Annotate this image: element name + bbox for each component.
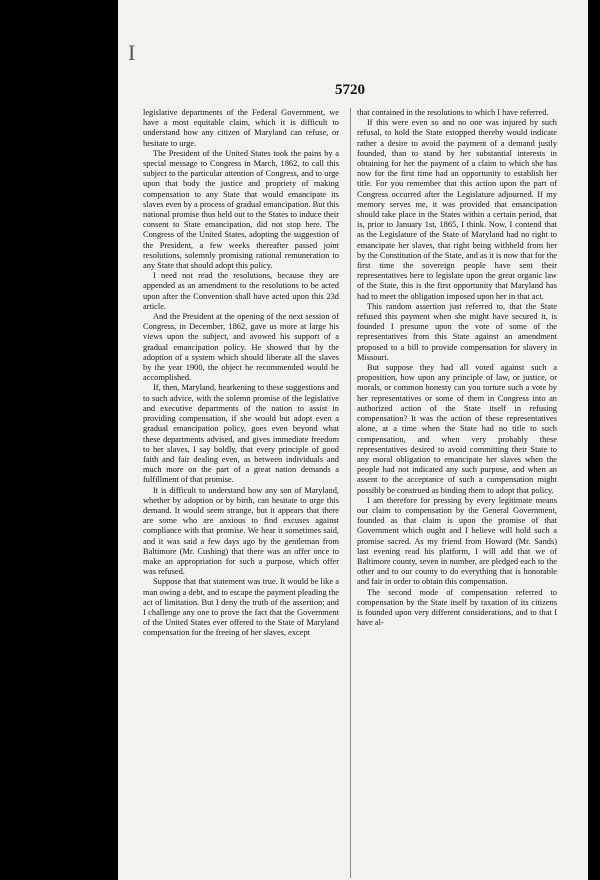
- paragraph: The second mode of compensation referred to compensation by the State itself by taxation of its citizens is founded upon very different considerations, and to that I have al-: [357, 587, 557, 628]
- paragraph: And the President at the opening of the next session of Congress, in December, 1862, gave us more at large his views upon the subject, and avowed his support of a gradual emancipation policy. He showed that by the adoption of a system which should liberate all the slaves by the year 1900, the object he recommended would be accomplished.: [143, 312, 339, 383]
- paragraph: This random assertion just referred to, that the State refused this payment when she might have secured it, is founded I presume upon the vote of some of the representatives from this State against an amendment proposed to a bill to provide compensation for slavery in Missouri.: [357, 301, 557, 362]
- paragraph: The President of the United States took the pains by a special message to Congress in March, 1862, to call this subject to the particular attention of Congress, and to urge upon that body the justice and propriety of making compensation to any State that would emancipate its slaves even by a process of gradual emancipation. But this national promise thus held out to the States to induce their consent to State emancipation, did not stop here. The Congress of the United States, adopting the suggestion of the President, a few weeks thereafter passed joint resolutions, solemnly promising rational remuneration to any State that should adopt this policy.: [143, 148, 339, 271]
- paragraph: I need not read the resolutions, because they are appended as an amendment to the resolutions to be acted upon after the Convention shall have acted upon this 23d article.: [143, 271, 339, 311]
- paragraph: If this were even so and no one was injured by such refusal, to hold the State estopped thereby would indicate rather a desire to avoid the payment of a demand justly founded, than to stand by her substantial interests in obtaining for her the payment of a claim to which she has now for the first time had an opportunity to establish her title. For you remember that this action upon the part of Congress occurred after the Legislature adjourned. If my memory serves me, it was provided that emancipation should take place in the States within a certain period, that is, prior to January 1st, 1865, I think. Now, I contend that as the Legislature of the State of Maryland had no right to emancipate her slaves, that right being withheld from her by the Constitution of the State, and as it is now that for the first time the sovereign people have sent their representatives here to legislate upon the great organic law of the State, this is the first opportunity that Maryland has had to meet the obligation imposed upon her in that act.: [357, 118, 557, 301]
- paragraph: Suppose that that statement was true. It would be like a man owing a debt, and to escape the payment pleading the act of limitation. But I deny the truth of the assertion; and I challenge any one to prove the fact that the Government of the United States ever offered to the State of Maryland compensation for the freeing of her slaves, except: [143, 577, 339, 638]
- paragraph: that contained in the resolutions to which I have referred.: [357, 108, 549, 117]
- paragraph: I am therefore for pressing by every legitimate means our claim to compensation by the General Government, founded as that claim is upon the promise of that Government which ought and I believe will hold such a promise sacred. As my friend from Howard (Mr. Sands) last evening read his platform, I will add that we of Baltimore county, seven in number, are pledged each to the other and to our county to do everything that is honorable and fair in order to obtain this compensation.: [357, 495, 557, 587]
- left-column: [143, 108, 339, 639]
- paragraph: But suppose they had all voted against such a proposition, how upon any principle of law, or justice, or morals, or common honesty can you torture such a vote by her representatives or some of them in Congress into an authorized action of the State itself in refusing compensation? It was the action of these representatives alone, at a time when the State had no title to such compensation, and when very probably these representatives desired to avoid committing their State to any moral obligation to emancipate her slaves when the people had not indicated any such purpose, and when an assent to the acceptance of such a compensation might possibly be construed as binding them to adopt that policy.: [357, 363, 557, 495]
- paragraph: legislative departments of the Federal Government, we have a most equitable claim, which it is difficult to understand how any citizen of Maryland can refuse, or hesitate to urge.: [143, 108, 339, 148]
- page-number: 5720: [335, 82, 365, 98]
- paragraph: It is difficult to understand how any son of Maryland, whether by adoption or by birth, can hesitate to urge this demand. It would seem strange, but it appears that there are some who are anxious to find excuses against compliance with that promise. We hear it sometimes said, and it was said a few days ago by the gentleman from Baltimore (Mr. Cushing) that there was an offer once to make an appropriation for such a purpose, which offer was refused.: [143, 485, 339, 577]
- paragraph: If, then, Maryland, hearkening to these suggestions and to such advice, with the solemn promise of the legislative and executive departments of the nation to assist in providing compensation, if she would but adopt even a gradual emancipation policy, goes even beyond what these departments advised, and gives immediate freedom to her slaves, I say boldly, that every principle of good faith and fair dealing even, as between individuals and much more on the part of a great nation demands a fulfillment of that promise.: [143, 383, 339, 485]
- column-divider: [350, 108, 351, 878]
- right-column: [357, 108, 557, 628]
- header-mark: I: [128, 40, 138, 65]
